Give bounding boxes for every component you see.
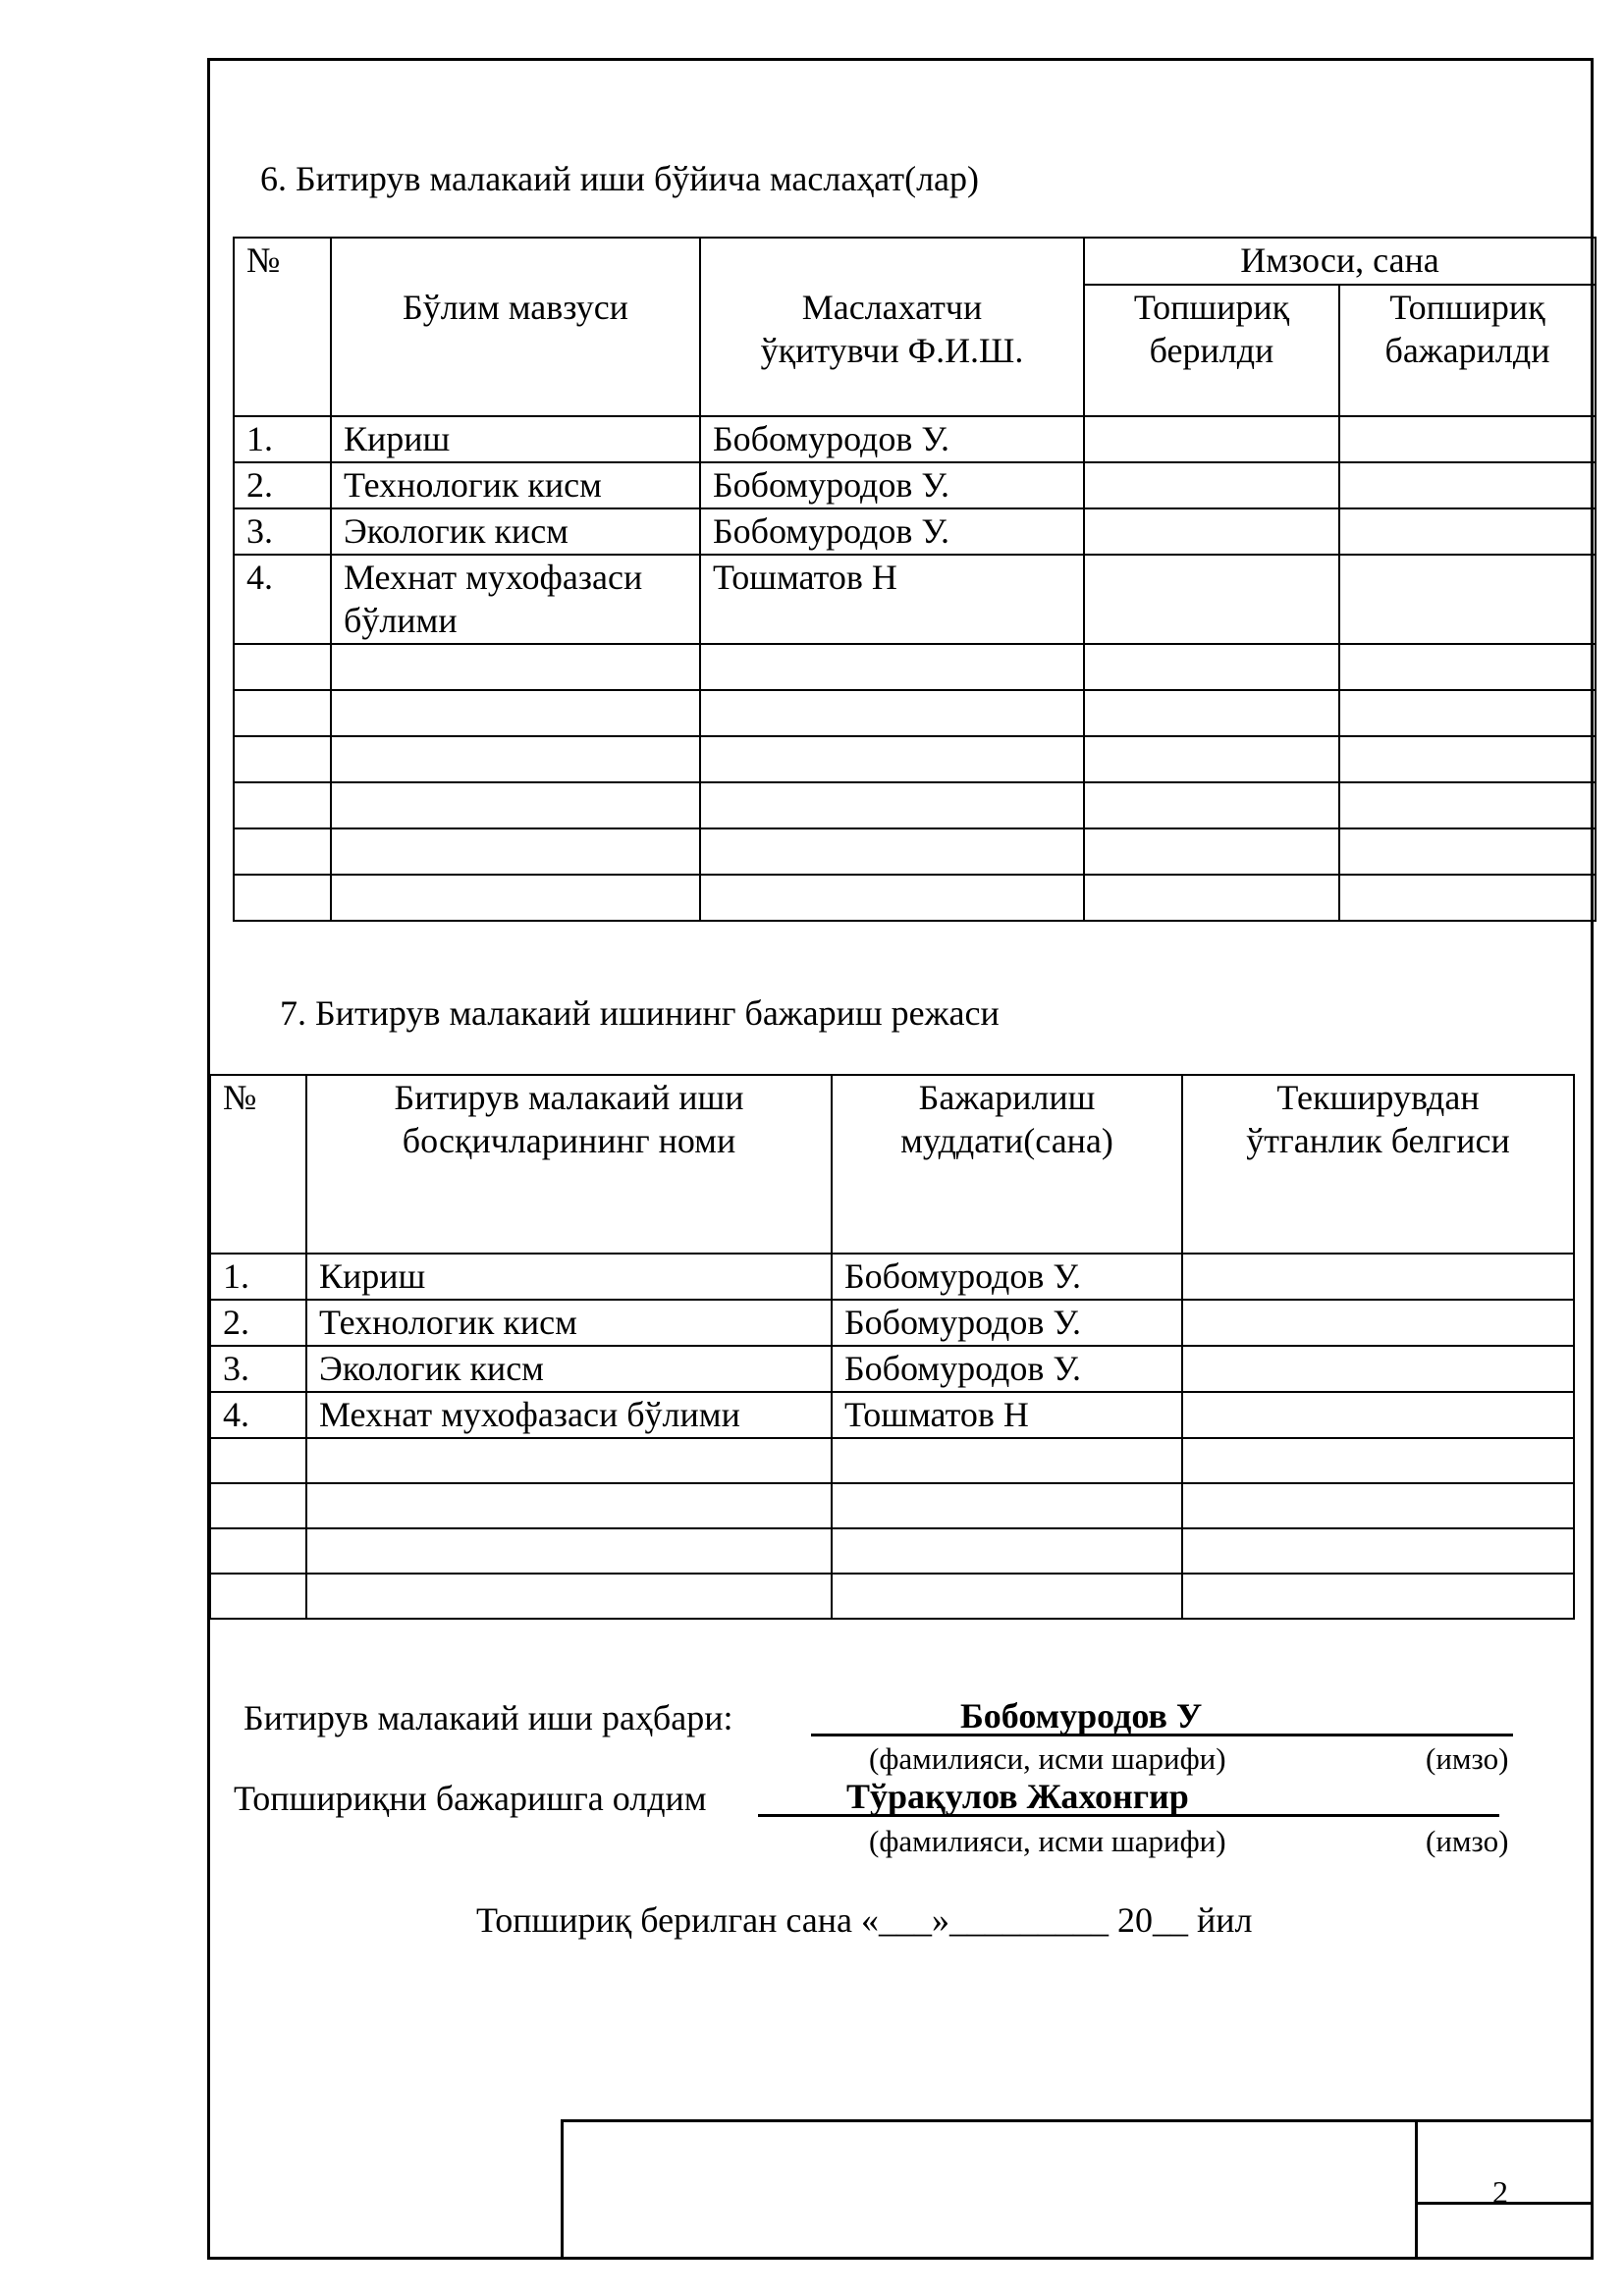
empty-row [234, 690, 1596, 736]
table-header-row [210, 1075, 1574, 1254]
cell-num: 2. [234, 462, 331, 508]
cell-check [1182, 1392, 1574, 1438]
fio-caption: (фамилияси, исми шарифи) [869, 1824, 1226, 1858]
cell-check [1182, 1254, 1574, 1300]
header-topic: Бўлим мавзуси [331, 238, 700, 416]
table-row [210, 1346, 1574, 1392]
cell-done [1339, 462, 1596, 508]
cell-stage: Экологик кисм [306, 1346, 832, 1392]
cell-done [1339, 508, 1596, 555]
cell-advisor: Бобомуродов У. [700, 462, 1084, 508]
cell-topic: Экологик кисм [331, 508, 700, 555]
empty-row [234, 736, 1596, 782]
supervisor-name: Бобомуродов У [960, 1696, 1203, 1735]
header-num: № [210, 1075, 306, 1254]
cell-num: 2. [210, 1300, 306, 1346]
cell-topic: Технологик кисм [331, 462, 700, 508]
fio-caption: (фамилияси, исми шарифи) [869, 1741, 1226, 1776]
cell-stage: Технологик кисм [306, 1300, 832, 1346]
sign-caption: (имзо) [1426, 1741, 1509, 1776]
empty-row [234, 828, 1596, 875]
cell-deadline: Бобомуродов У. [832, 1346, 1182, 1392]
empty-row [210, 1528, 1574, 1574]
section6-heading: 6. Битирув малакаий иши бўйича маслаҳат(лар) [260, 159, 980, 198]
cell-advisor: Тошматов Н [700, 555, 1084, 644]
sign-caption: (имзо) [1426, 1824, 1509, 1858]
work-plan-table [209, 1074, 1575, 1620]
cell-deadline: Бобомуродов У. [832, 1254, 1182, 1300]
cell-stage: Кириш [306, 1254, 832, 1300]
consultations-table [233, 237, 1597, 922]
cell-num: 4. [234, 555, 331, 644]
cell-topic: Кириш [331, 416, 700, 462]
cell-advisor: Бобомуродов У. [700, 416, 1084, 462]
cell-check [1182, 1346, 1574, 1392]
accepted-label: Топшириқни бажаришга олдим [234, 1779, 707, 1818]
header-advisor: Маслахатчи ўқитувчи Ф.И.Ш. [700, 238, 1084, 416]
cell-given [1084, 462, 1339, 508]
cell-given [1084, 508, 1339, 555]
cell-given [1084, 555, 1339, 644]
cell-given [1084, 416, 1339, 462]
table-row [210, 1392, 1574, 1438]
cell-deadline: Тошматов Н [832, 1392, 1182, 1438]
header-deadline: Бажарилиш муддати(сана) [832, 1075, 1182, 1254]
empty-row [210, 1483, 1574, 1528]
table-row [210, 1254, 1574, 1300]
cell-topic: Мехнат мухофазаси бўлими [331, 555, 700, 644]
header-task-done: Топшириқ бажарилди [1339, 285, 1596, 416]
cell-num: 3. [210, 1346, 306, 1392]
empty-row [234, 875, 1596, 921]
student-name: Тўрақулов Жахонгир [846, 1777, 1189, 1816]
cell-stage: Мехнат мухофазаси бўлими [306, 1392, 832, 1438]
header-signature-group: Имзоси, сана [1084, 238, 1596, 285]
header-check: Текширувдан ўтганлик белгиси [1182, 1075, 1574, 1254]
table-row [210, 1300, 1574, 1346]
cell-advisor: Бобомуродов У. [700, 508, 1084, 555]
cell-num: 4. [210, 1392, 306, 1438]
cell-check [1182, 1300, 1574, 1346]
supervisor-label: Битирув малакаий иши раҳбари: [244, 1698, 733, 1737]
table-row [234, 462, 1596, 508]
table-row [234, 555, 1596, 644]
assignment-date-line: Топшириқ берилган сана «___»_________ 20__ йил [476, 1900, 1253, 1940]
header-task-given: Топшириқ берилди [1084, 285, 1339, 416]
cell-num: 1. [234, 416, 331, 462]
empty-row [210, 1438, 1574, 1483]
cell-num: 3. [234, 508, 331, 555]
cell-done [1339, 555, 1596, 644]
table-row [234, 416, 1596, 462]
empty-row [234, 782, 1596, 828]
cell-num: 1. [210, 1254, 306, 1300]
section7-heading: 7. Битирув малакаий ишининг бажариш режаси [280, 993, 1000, 1033]
empty-row [210, 1574, 1574, 1619]
table-row [234, 508, 1596, 555]
header-stage: Битирув малакаий иши босқичларининг номи [306, 1075, 832, 1254]
table-header-row [234, 238, 1596, 285]
page-number: 2 [1492, 2174, 1508, 2210]
empty-row [234, 644, 1596, 690]
header-num: № [234, 238, 331, 416]
cell-deadline: Бобомуродов У. [832, 1300, 1182, 1346]
cell-done [1339, 416, 1596, 462]
